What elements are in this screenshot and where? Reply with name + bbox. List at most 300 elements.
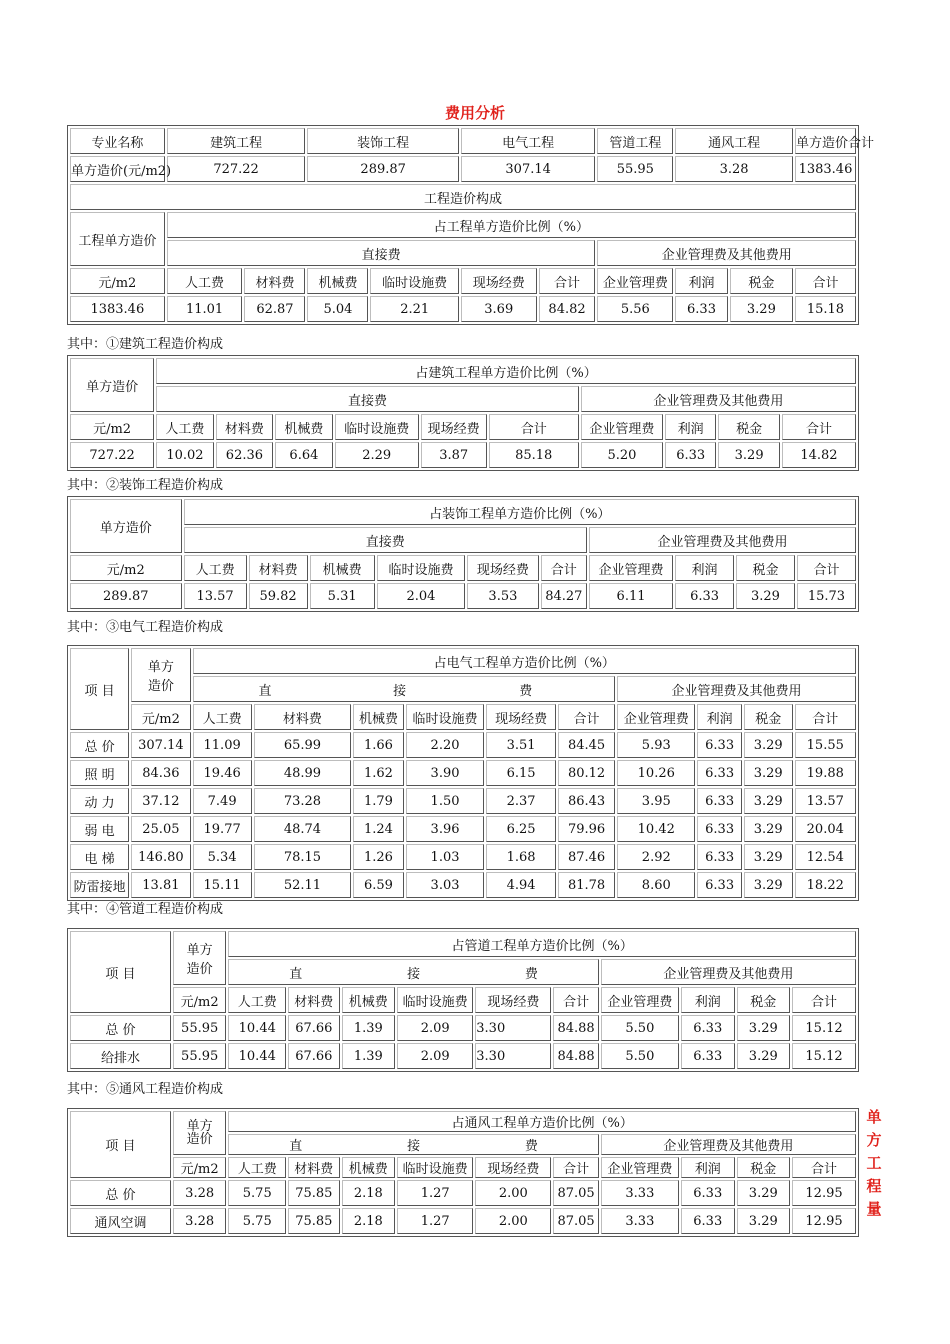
cell: 总 价	[70, 1015, 171, 1041]
column-header-row	[70, 987, 856, 1013]
cell: 48.74	[254, 816, 351, 842]
ratio-header: 占建筑工程单方造价比例（%）	[156, 358, 856, 384]
cell: 15.12	[792, 1043, 856, 1069]
ratio-header: 占装饰工程单方造价比例（%）	[184, 499, 856, 525]
cell: 15.12	[792, 1015, 856, 1041]
col-header: 现场经费	[475, 1157, 551, 1178]
cell: 65.99	[254, 732, 351, 758]
cell: 10.02	[156, 442, 213, 468]
cell: 给排水	[70, 1043, 171, 1069]
section-note: 其中：③电气工程造价构成	[67, 620, 224, 635]
cell: 6.33	[697, 732, 741, 758]
cell: 5.04	[307, 296, 368, 322]
col-header: 现场经费	[461, 268, 537, 294]
side-label	[864, 1106, 884, 1221]
col-header: 元/m2	[70, 555, 182, 581]
col-header: 材料费	[288, 1157, 339, 1178]
col-header: 现场经费	[421, 414, 487, 440]
cell: 防雷接地	[70, 872, 129, 898]
cell: 2.20	[406, 732, 484, 758]
cell: 动 力	[70, 788, 129, 814]
cell: 6.33	[697, 844, 741, 870]
side-char: 方	[866, 1131, 882, 1149]
cell: 146.80	[131, 844, 190, 870]
cell: 6.33	[675, 583, 734, 609]
table-row	[70, 844, 856, 870]
direct-char: 费	[524, 1139, 538, 1154]
mgmt-cost-header: 企业管理费及其他费用	[617, 676, 856, 702]
summary-header-cell: 建筑工程	[167, 128, 306, 154]
cell: 84.36	[131, 760, 190, 786]
col-header: 元/m2	[70, 414, 154, 440]
unit-price-header	[131, 648, 190, 702]
direct-char: 费	[524, 966, 538, 982]
col-header: 材料费	[249, 555, 308, 581]
col-header: 税金	[736, 555, 795, 581]
col-header: 企业管理费	[617, 704, 695, 730]
summary-header-cell: 电气工程	[461, 128, 596, 154]
ventilation-cost-table	[67, 1108, 859, 1237]
cell: 6.33	[697, 760, 741, 786]
direct-cost-header	[228, 1134, 598, 1155]
table-row	[70, 1180, 856, 1206]
cell: 6.15	[486, 760, 556, 786]
cell: 3.29	[737, 1180, 791, 1206]
col-header: 机械费	[342, 987, 396, 1013]
cell: 19.88	[795, 760, 856, 786]
cell: 总 价	[70, 1180, 171, 1206]
cell: 14.82	[782, 442, 856, 468]
ratio-header: 占电气工程单方造价比例（%）	[193, 648, 857, 674]
summary-value-cell: 55.95	[597, 156, 673, 182]
cell: 2.37	[486, 788, 556, 814]
cell: 5.50	[601, 1043, 679, 1069]
cell: 13.57	[184, 583, 247, 609]
cell: 59.82	[249, 583, 308, 609]
cell: 电 梯	[70, 844, 129, 870]
cell: 6.33	[681, 1015, 735, 1041]
summary-value-cell: 单方造价(元/m2)	[70, 156, 165, 182]
cell: 84.88	[553, 1015, 598, 1041]
cell: 3.28	[173, 1208, 227, 1234]
summary-table	[67, 125, 874, 325]
cell: 13.81	[131, 872, 190, 898]
direct-char: 直	[258, 683, 272, 699]
col-header: 合计	[795, 268, 856, 294]
cell: 弱 电	[70, 816, 129, 842]
cell: 3.29	[744, 760, 793, 786]
col-header: 合计	[553, 987, 598, 1013]
col-header: 临时设施费	[370, 268, 458, 294]
column-header-row	[70, 555, 856, 581]
cell: 1.50	[406, 788, 484, 814]
table-row	[70, 816, 856, 842]
cell: 12.54	[795, 844, 856, 870]
col-header: 现场经费	[486, 704, 556, 730]
col-header: 税金	[737, 987, 791, 1013]
unit-price-header	[173, 1111, 227, 1155]
cell: 67.66	[288, 1043, 339, 1069]
cell: 6.33	[697, 788, 741, 814]
cell: 1.62	[353, 760, 404, 786]
cell: 3.29	[744, 844, 793, 870]
col-header: 利润	[665, 414, 716, 440]
cell: 11.09	[193, 732, 252, 758]
col-header: 人工费	[167, 268, 243, 294]
cell: 2.04	[377, 583, 465, 609]
cell: 11.01	[167, 296, 243, 322]
summary-header-cell: 管道工程	[597, 128, 673, 154]
cell: 10.44	[228, 1043, 286, 1069]
cell: 62.36	[216, 442, 273, 468]
cell: 2.21	[370, 296, 458, 322]
col-header: 材料费	[216, 414, 273, 440]
col-header: 企业管理费	[601, 987, 679, 1013]
col-header: 临时设施费	[406, 704, 484, 730]
cell: 62.87	[244, 296, 305, 322]
cell: 87.05	[553, 1180, 598, 1206]
mgmt-cost-header: 企业管理费及其他费用	[601, 959, 856, 985]
unit-label: 造价	[186, 1132, 213, 1147]
col-header: 材料费	[254, 704, 351, 730]
cell: 86.43	[558, 788, 615, 814]
col-header: 机械费	[353, 704, 404, 730]
cell: 84.27	[541, 583, 587, 609]
section-note: 其中：⑤通风工程造价构成	[67, 1082, 224, 1097]
cell: 6.59	[353, 872, 404, 898]
cell: 2.18	[342, 1208, 396, 1234]
col-header: 企业管理费	[597, 268, 673, 294]
cell: 55.95	[173, 1015, 227, 1041]
cell: 12.95	[792, 1180, 856, 1206]
cell: 85.18	[489, 442, 579, 468]
col-header: 元/m2	[70, 268, 165, 294]
col-header: 企业管理费	[589, 555, 673, 581]
cell: 5.93	[617, 732, 695, 758]
cell: 3.33	[601, 1208, 679, 1234]
col-header: 元/m2	[173, 987, 227, 1013]
col-header: 材料费	[244, 268, 305, 294]
cell: 3.30	[475, 1043, 551, 1069]
cell: 3.29	[737, 1208, 791, 1234]
cell: 1.39	[342, 1015, 396, 1041]
summary-value-cell: 1383.46	[795, 156, 856, 182]
col-header: 现场经费	[467, 555, 539, 581]
cell: 5.31	[310, 583, 375, 609]
unit-price-header: 单方造价	[70, 358, 154, 412]
side-char: 工	[866, 1154, 882, 1172]
cell: 52.11	[254, 872, 351, 898]
table-row	[70, 732, 856, 758]
unit-label: 单方	[147, 660, 174, 675]
cell: 3.51	[486, 732, 556, 758]
table-row	[70, 1015, 856, 1041]
col-header: 人工费	[184, 555, 247, 581]
col-header: 合计	[541, 555, 587, 581]
cell: 1.66	[353, 732, 404, 758]
table-row	[70, 788, 856, 814]
direct-char: 直	[289, 966, 303, 982]
cell: 10.42	[617, 816, 695, 842]
cell: 3.29	[730, 296, 793, 322]
col-header: 合计	[795, 704, 856, 730]
cell: 75.85	[288, 1208, 339, 1234]
ratio-header: 占通风工程单方造价比例（%）	[228, 1111, 856, 1132]
cell: 2.29	[335, 442, 419, 468]
col-header: 利润	[681, 987, 735, 1013]
cell: 8.60	[617, 872, 695, 898]
table-row	[70, 296, 856, 322]
cell: 1.26	[353, 844, 404, 870]
cell: 3.87	[421, 442, 487, 468]
side-char: 量	[866, 1200, 882, 1218]
summary-value-cell: 307.14	[461, 156, 596, 182]
unit-label: 造价	[147, 679, 174, 694]
cell: 6.33	[681, 1043, 735, 1069]
item-header: 项 目	[70, 931, 171, 1013]
ratio-header: 占工程单方造价比例（%）	[167, 212, 856, 238]
col-header: 临时设施费	[397, 1157, 473, 1178]
summary-value-cell: 3.28	[675, 156, 793, 182]
cell: 5.20	[581, 442, 663, 468]
cell: 78.15	[254, 844, 351, 870]
col-header: 利润	[675, 268, 728, 294]
col-header: 机械费	[342, 1157, 396, 1178]
cell: 6.33	[681, 1208, 735, 1234]
cell: 2.00	[475, 1180, 551, 1206]
cell: 5.34	[193, 844, 252, 870]
cell: 81.78	[558, 872, 615, 898]
cell: 13.57	[795, 788, 856, 814]
cell: 15.11	[193, 872, 252, 898]
direct-cost-header	[193, 676, 616, 702]
cell: 6.25	[486, 816, 556, 842]
cell: 73.28	[254, 788, 351, 814]
item-header: 项 目	[70, 1111, 171, 1178]
cell: 18.22	[795, 872, 856, 898]
section-note: 其中：②装饰工程造价构成	[67, 478, 224, 493]
cell: 84.82	[539, 296, 596, 322]
cell: 727.22	[70, 442, 154, 468]
direct-cost-header: 直接费	[184, 527, 587, 553]
cell: 3.29	[736, 583, 795, 609]
cell: 3.28	[173, 1180, 227, 1206]
cell: 5.50	[601, 1015, 679, 1041]
direct-char: 直	[289, 1139, 303, 1154]
table-row	[70, 442, 856, 468]
cell: 79.96	[558, 816, 615, 842]
cell: 5.75	[228, 1180, 286, 1206]
cell: 通风空调	[70, 1208, 171, 1234]
cell: 6.64	[275, 442, 332, 468]
cell: 3.96	[406, 816, 484, 842]
cell: 4.94	[486, 872, 556, 898]
direct-cost-header	[228, 959, 598, 985]
direct-cost-header: 直接费	[167, 240, 596, 266]
cell: 3.53	[467, 583, 539, 609]
unit-label: 单方	[186, 943, 213, 958]
cell: 25.05	[131, 816, 190, 842]
col-header: 企业管理费	[601, 1157, 679, 1178]
col-header: 税金	[737, 1157, 791, 1178]
item-header: 项 目	[70, 648, 129, 730]
cell: 3.69	[461, 296, 537, 322]
cell: 1.27	[397, 1208, 473, 1234]
col-header: 机械费	[310, 555, 375, 581]
unit-price-header: 单方造价	[70, 499, 182, 553]
cell: 1.39	[342, 1043, 396, 1069]
cell: 6.33	[665, 442, 716, 468]
cell: 15.55	[795, 732, 856, 758]
col-header: 机械费	[307, 268, 368, 294]
cell: 5.75	[228, 1208, 286, 1234]
unit-price-header: 工程单方造价	[70, 212, 165, 266]
summary-value-cell: 727.22	[167, 156, 306, 182]
col-header: 合计	[539, 268, 596, 294]
table-row	[70, 760, 856, 786]
electrical-cost-table	[67, 645, 859, 901]
direct-char: 接	[407, 966, 421, 982]
cell: 84.45	[558, 732, 615, 758]
col-header: 利润	[681, 1157, 735, 1178]
side-char: 程	[866, 1177, 882, 1195]
col-header: 合计	[792, 987, 856, 1013]
cell: 1.03	[406, 844, 484, 870]
ratio-header: 占管道工程单方造价比例（%）	[228, 931, 856, 957]
cell: 48.99	[254, 760, 351, 786]
cell: 37.12	[131, 788, 190, 814]
col-header: 合计	[797, 555, 856, 581]
col-header: 机械费	[275, 414, 332, 440]
col-header: 材料费	[288, 987, 339, 1013]
col-header: 人工费	[228, 987, 286, 1013]
cell: 75.85	[288, 1180, 339, 1206]
cell: 3.29	[744, 816, 793, 842]
building-cost-table	[67, 355, 859, 471]
page-title: 费用分析	[444, 104, 505, 122]
section-note: 其中：①建筑工程造价构成	[67, 337, 224, 352]
table-row	[70, 583, 856, 609]
cell: 6.11	[589, 583, 673, 609]
cell: 3.29	[737, 1015, 791, 1041]
cell: 3.29	[744, 732, 793, 758]
col-header: 人工费	[193, 704, 252, 730]
col-header: 元/m2	[173, 1157, 227, 1178]
col-header: 合计	[782, 414, 856, 440]
cell: 15.73	[797, 583, 856, 609]
col-header: 临时设施费	[335, 414, 419, 440]
cell: 87.05	[553, 1208, 598, 1234]
cell: 289.87	[70, 583, 182, 609]
cell: 10.44	[228, 1015, 286, 1041]
col-header: 利润	[697, 704, 741, 730]
col-header: 合计	[558, 704, 615, 730]
cell: 6.33	[697, 816, 741, 842]
cell: 2.09	[397, 1043, 473, 1069]
cell: 12.95	[792, 1208, 856, 1234]
cell: 7.49	[193, 788, 252, 814]
cell: 3.29	[718, 442, 780, 468]
column-header-row	[70, 704, 856, 730]
cell: 1.79	[353, 788, 404, 814]
cell: 1383.46	[70, 296, 165, 322]
cell: 84.88	[553, 1043, 598, 1069]
summary-header-cell: 专业名称	[70, 128, 165, 154]
cell: 67.66	[288, 1015, 339, 1041]
summary-value-cell: 289.87	[307, 156, 458, 182]
unit-price-header	[173, 931, 227, 985]
cell: 3.95	[617, 788, 695, 814]
mgmt-cost-header: 企业管理费及其他费用	[581, 386, 856, 412]
cell: 5.56	[597, 296, 673, 322]
cell: 3.90	[406, 760, 484, 786]
cell: 6.33	[681, 1180, 735, 1206]
col-header: 合计	[489, 414, 579, 440]
cell: 3.03	[406, 872, 484, 898]
cell: 照 明	[70, 760, 129, 786]
col-header: 临时设施费	[377, 555, 465, 581]
cell: 19.77	[193, 816, 252, 842]
cell: 总 价	[70, 732, 129, 758]
section-note: 其中：④管道工程造价构成	[67, 902, 224, 917]
cell: 2.18	[342, 1180, 396, 1206]
col-header: 现场经费	[475, 987, 551, 1013]
direct-char: 接	[407, 1139, 421, 1154]
column-header-row	[70, 414, 856, 440]
col-header: 税金	[744, 704, 793, 730]
cell: 19.46	[193, 760, 252, 786]
col-header: 合计	[792, 1157, 856, 1178]
cell: 3.33	[601, 1180, 679, 1206]
col-header: 人工费	[228, 1157, 286, 1178]
decoration-cost-table	[67, 496, 859, 612]
unit-label: 单方	[186, 1119, 213, 1134]
section-header: 工程造价构成	[70, 184, 856, 210]
column-header-row	[70, 1157, 856, 1178]
cell: 3.30	[475, 1015, 551, 1041]
mgmt-cost-header: 企业管理费及其他费用	[589, 527, 856, 553]
cell: 1.24	[353, 816, 404, 842]
col-header: 企业管理费	[581, 414, 663, 440]
col-header: 利润	[675, 555, 734, 581]
cell: 2.92	[617, 844, 695, 870]
summary-header-cell: 装饰工程	[307, 128, 458, 154]
column-header-row	[70, 268, 856, 294]
col-header: 元/m2	[131, 704, 190, 730]
pipe-cost-table	[67, 928, 859, 1072]
direct-char: 费	[519, 683, 533, 699]
cell: 2.00	[475, 1208, 551, 1234]
table-row	[70, 1043, 856, 1069]
col-header: 临时设施费	[397, 987, 473, 1013]
direct-char: 接	[393, 683, 407, 699]
col-header: 人工费	[156, 414, 213, 440]
cell: 3.29	[737, 1043, 791, 1069]
mgmt-cost-header: 企业管理费及其他费用	[601, 1134, 856, 1155]
cell: 15.18	[795, 296, 856, 322]
unit-label: 造价	[186, 962, 213, 977]
col-header: 合计	[553, 1157, 598, 1178]
direct-cost-header: 直接费	[156, 386, 579, 412]
cell: 1.68	[486, 844, 556, 870]
cell: 307.14	[131, 732, 190, 758]
cell: 3.29	[744, 788, 793, 814]
cell: 2.09	[397, 1015, 473, 1041]
cell: 80.12	[558, 760, 615, 786]
summary-header-cell: 通风工程	[675, 128, 793, 154]
cell: 55.95	[173, 1043, 227, 1069]
summary-header-cell: 单方造价合计	[795, 128, 856, 154]
